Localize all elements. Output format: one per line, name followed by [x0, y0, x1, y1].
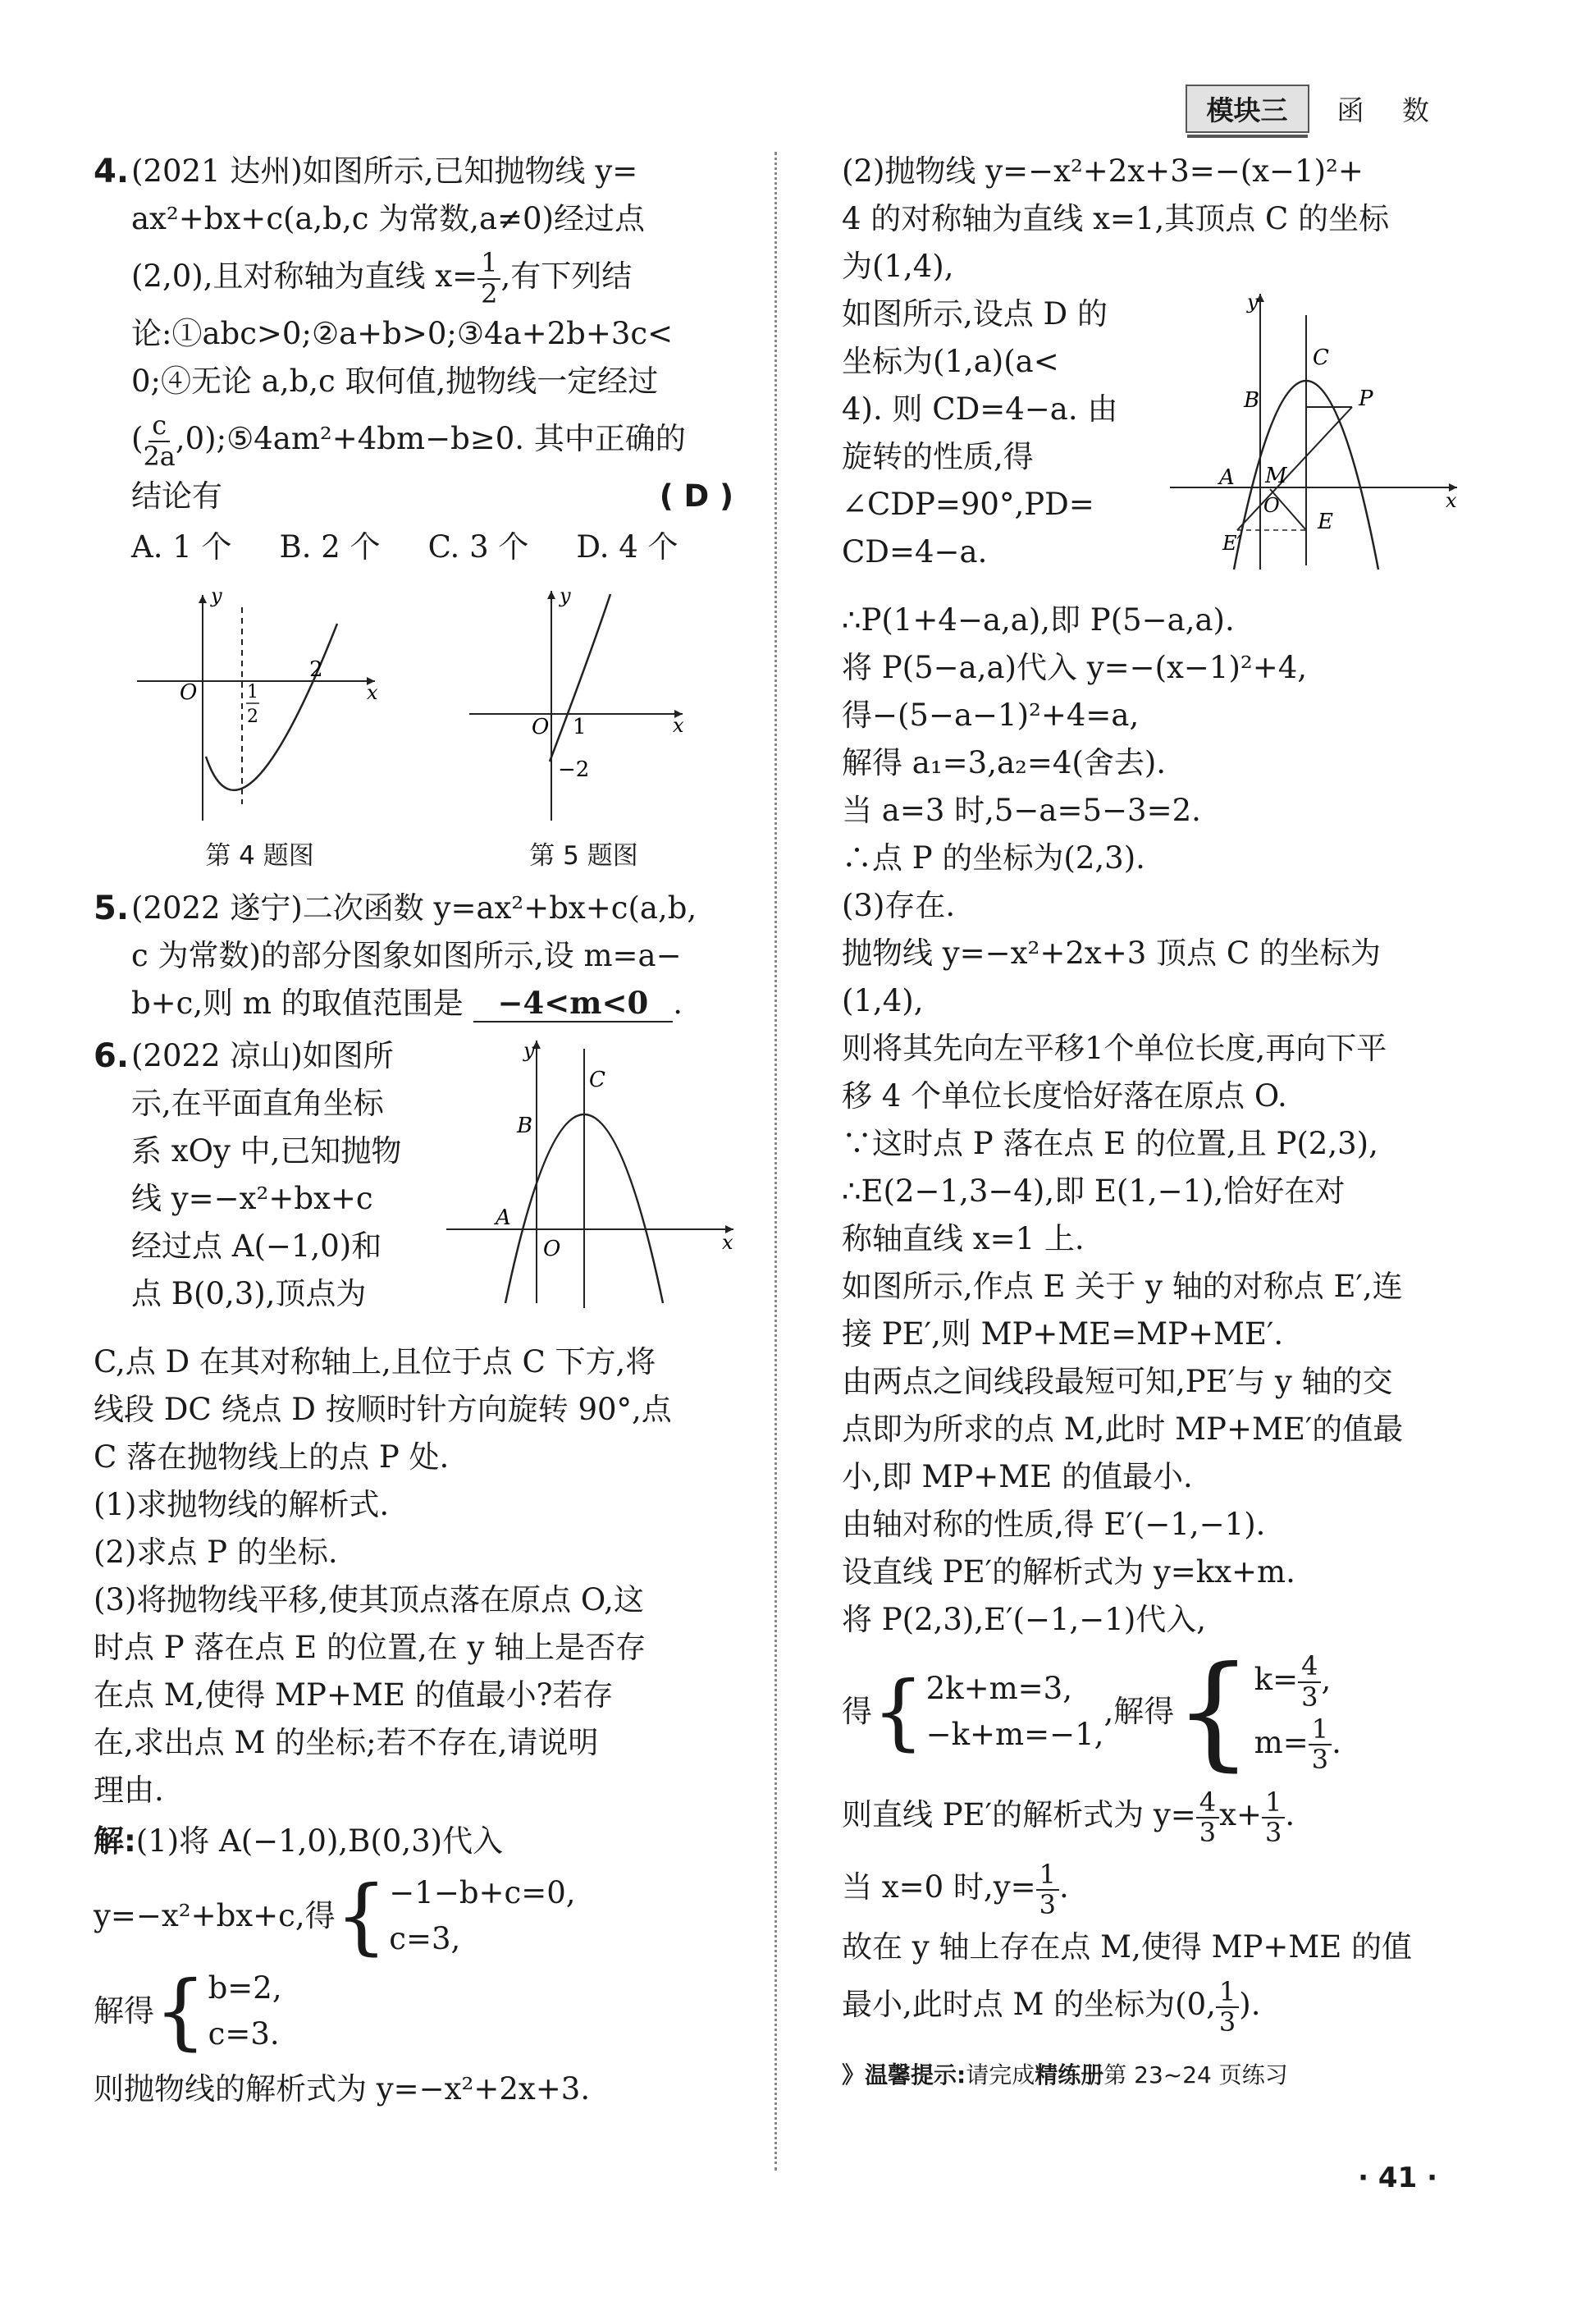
q6-line: (2022 凉山)如图所 [131, 1038, 394, 1073]
svg-text:O: O [179, 680, 197, 705]
choice-d: D. 4 个 [576, 529, 678, 565]
q4-line: 论:①abc>0;②a+b>0;③4a+2b+3c< [131, 316, 674, 351]
svg-text:1: 1 [572, 715, 587, 739]
module-subject: 函 数 [1336, 94, 1444, 126]
svg-text:y: y [523, 1039, 535, 1062]
fraction-half: $\frac{1}{2}$ [477, 249, 500, 308]
q4-line: 结论有 ( D ) [131, 473, 742, 520]
left-column [94, 148, 742, 2113]
sol-line: ∠CDP=90°,PD= [842, 487, 1094, 522]
svg-text:y: y [1247, 290, 1259, 313]
solution-system: y=−x²+bx+c,得 { −1−b+c=0, c=3, [94, 1868, 576, 1964]
sol-line: 点即为所求的点 M,此时 MP+ME′的值最 [842, 1411, 1404, 1447]
q5-line: c 为常数)的部分图象如图所示,设 m=a− [131, 938, 682, 973]
q4-line: (2021 达州)如图所示,已知抛物线 y= [131, 153, 638, 189]
sol-line: 4). 则 CD=4−a. 由 [842, 391, 1118, 427]
svg-text:−2: −2 [557, 757, 589, 782]
svg-text:x: x [366, 681, 378, 704]
svg-text:A: A [1219, 465, 1235, 490]
figure-solution [1162, 282, 1465, 592]
svg-text:A: A [496, 1205, 511, 1230]
svg-text:y: y [559, 584, 571, 607]
fraction-c-2a: $\frac{c}{2a}$ [143, 409, 176, 472]
module-header [1186, 85, 1445, 131]
q6-sub: 在点 M,使得 MP+ME 的值最小?若存 [94, 1677, 614, 1713]
svg-text:2: 2 [246, 707, 258, 727]
q6-line: C 落在抛物线上的点 P 处. [94, 1439, 450, 1475]
choice-c: C. 3 个 [427, 529, 529, 565]
svg-text:O: O [1263, 494, 1280, 517]
q5-line: b+c,则 m 的取值范围是 −4<m<0 . [131, 985, 683, 1021]
q4-line: (2,0),且对称轴为直线 x= $\frac{1}{2}$ ,有下列结 [131, 247, 633, 309]
sol-line: 4 的对称轴为直线 x=1,其顶点 C 的坐标 [842, 201, 1390, 236]
sol-figure-block [842, 290, 1465, 576]
q6-sub: (2)求点 P 的坐标. [94, 1535, 338, 1570]
sol-line: 接 PE′,则 MP+ME=MP+ME′. [842, 1316, 1284, 1352]
q6-line: 示,在平面直角坐标 [131, 1086, 384, 1121]
q5-answer-blank: −4<m<0 [473, 985, 674, 1022]
q6-line: C,点 D 在其对称轴上,且位于点 C 下方,将 [94, 1344, 656, 1379]
reminder-tip: 》温馨提示:请完成精练册第 23~24 页练习 [842, 2061, 1288, 2089]
figure-5 [461, 583, 707, 880]
svg-text:B: B [517, 1114, 533, 1138]
solution-line: 则抛物线的解析式为 y=−x²+2x+3. [94, 2071, 591, 2107]
sol-line: 则直线 PE′的解析式为 y= $\frac{4}{3}$ x+ $\frac{1}{3}$ . [842, 1786, 1295, 1848]
sol-line: 当 a=3 时,5−a=5−3=2. [842, 793, 1201, 828]
sol-line: 将 P(5−a,a)代入 y=−(x−1)²+4, [842, 650, 1308, 685]
svg-text:x: x [672, 714, 684, 737]
q6-sub: 理由. [94, 1773, 164, 1808]
sol-line: 将 P(2,3),E′(−1,−1)代入, [842, 1602, 1207, 1637]
svg-text:E′: E′ [1222, 532, 1241, 555]
svg-text:O: O [531, 715, 549, 739]
q4-line: 0;④无论 a,b,c 取何值,抛物线一定经过 [131, 364, 659, 399]
svg-text:C: C [589, 1068, 605, 1092]
question-number: 4. [94, 153, 130, 190]
q6-line: 经过点 A(−1,0)和 [131, 1228, 382, 1264]
svg-text:1: 1 [246, 682, 258, 702]
svg-text:x: x [722, 1231, 733, 1254]
sol-middle [842, 597, 1465, 1644]
svg-text:2: 2 [308, 657, 323, 682]
q6-line: 线 y=−x²+bx+c [131, 1181, 373, 1216]
svg-text:x: x [1446, 489, 1457, 512]
svg-text:O: O [543, 1237, 561, 1261]
sol-line: 小,即 MP+ME 的值最小. [842, 1459, 1193, 1494]
q4-line: ax²+bx+c(a,b,c 为常数,a≠0)经过点 [131, 201, 646, 236]
sol-line: 设直线 PE′的解析式为 y=kx+m. [842, 1554, 1295, 1590]
question-6 [94, 1032, 742, 1338]
sol-line: 称轴直线 x=1 上. [842, 1221, 1085, 1256]
column-divider [774, 152, 777, 2171]
solution-line: 解:(1)将 A(−1,0),B(0,3)代入 [94, 1823, 504, 1859]
sol-system: 得 { 2k+m=3, −k+m=−1, ,解得 { k= $\frac{4}{3}$ , m= $\frac{1}{3}$ . [842, 1640, 1341, 1783]
question-number: 5. [94, 890, 130, 927]
sol-line: 抛物线 y=−x²+2x+3 顶点 C 的坐标为 [842, 936, 1381, 971]
question-number: 6. [94, 1037, 130, 1075]
figure-5-caption: 第 5 题图 [529, 841, 638, 871]
sol-line: 由两点之间线段最短可知,PE′与 y 轴的交 [842, 1364, 1393, 1399]
sol-line: (3)存在. [842, 888, 956, 923]
solution-result: 解得 { b=2, c=3. [94, 1963, 282, 2059]
sol-line: 最小,此时点 M 的坐标为(0, $\frac{1}{3}$ ). [842, 1975, 1261, 2038]
sol-line: 旋转的性质,得 [842, 439, 1034, 474]
sol-line: 坐标为(1,a)(a< [842, 344, 1059, 379]
sol-line: 移 4 个单位长度恰好落在原点 O. [842, 1078, 1287, 1114]
svg-text:C: C [1313, 345, 1329, 370]
question-4 [94, 148, 742, 571]
figure-4-graph [129, 583, 391, 829]
figures-row [94, 583, 742, 880]
sol-line: 为(1,4), [842, 249, 954, 284]
module-badge: 模块三 [1186, 85, 1309, 133]
sol-line: ∵这时点 P 落在点 E 的位置,且 P(2,3), [842, 1126, 1378, 1161]
sol-line: 如图所示,作点 E 关于 y 轴的对称点 E′,连 [842, 1269, 1403, 1304]
q4-choices [131, 524, 742, 571]
q6-line: 系 xOy 中,已知抛物 [131, 1133, 402, 1169]
sol-line: ∴E(2−1,3−4),即 E(1,−1),恰好在对 [842, 1173, 1346, 1209]
q6-line: 线段 DC 绕点 D 按顺时针方向旋转 90°,点 [94, 1392, 672, 1427]
figure-6 [438, 1032, 742, 1334]
right-column [842, 148, 1465, 2099]
q6-sub: 时点 P 落在点 E 的位置,在 y 轴上是否存 [94, 1630, 647, 1665]
q6-line: 点 B(0,3),顶点为 [131, 1276, 367, 1311]
q5-line: (2022 遂宁)二次函数 y=ax²+bx+c(a,b, [131, 890, 697, 926]
svg-text:E: E [1318, 510, 1333, 534]
sol-line: 解得 a₁=3,a₂=4(舍去). [842, 745, 1167, 780]
figure-4-caption: 第 4 题图 [205, 841, 314, 871]
sol-line: ∴P(1+4−a,a),即 P(5−a,a). [842, 602, 1235, 638]
q4-line: ( $\frac{c}{2a}$ ,0);⑤4am²+4bm−b≥0. 其中正确的 [131, 409, 686, 472]
svg-text:y: y [210, 584, 222, 607]
q6-continued [94, 1338, 742, 2113]
sol-line: 当 x=0 时,y= $\frac{1}{3}$ . [842, 1858, 1069, 1920]
sol-line: 由轴对称的性质,得 E′(−1,−1). [842, 1507, 1266, 1542]
sol-line: (2)抛物线 y=−x²+2x+3=−(x−1)²+ [842, 153, 1364, 189]
q6-sub: (1)求抛物线的解析式. [94, 1487, 390, 1522]
figure-6-graph [438, 1032, 742, 1320]
figure-5-graph [461, 583, 707, 829]
choice-a: A. 1 个 [131, 529, 232, 565]
svg-text:M: M [1265, 464, 1287, 488]
choice-b: B. 2 个 [279, 529, 381, 565]
sol-line: 故在 y 轴上存在点 M,使得 MP+ME 的值 [842, 1929, 1413, 1965]
sol-line: 如图所示,设点 D 的 [842, 296, 1108, 332]
svg-text:B: B [1244, 388, 1260, 413]
figure-solution-graph [1162, 282, 1465, 578]
question-5 [94, 885, 742, 1027]
figure-4 [129, 583, 391, 880]
sol-line: 得−(5−a−1)²+4=a, [842, 698, 1140, 733]
q4-answer: ( D ) [659, 478, 733, 514]
sol-line: CD=4−a. [842, 534, 988, 570]
sol-line: 则将其先向左平移1个单位长度,再向下平 [842, 1031, 1387, 1066]
sol-line: (1,4), [842, 983, 924, 1018]
q6-sub: 在,求出点 M 的坐标;若不存在,请说明 [94, 1725, 599, 1760]
page-number: · 41 · [1358, 2162, 1437, 2194]
svg-text:P: P [1359, 387, 1373, 411]
q6-sub: (3)将抛物线平移,使其顶点落在原点 O,这 [94, 1582, 644, 1617]
sol-line: ∴点 P 的坐标为(2,3). [842, 840, 1145, 876]
